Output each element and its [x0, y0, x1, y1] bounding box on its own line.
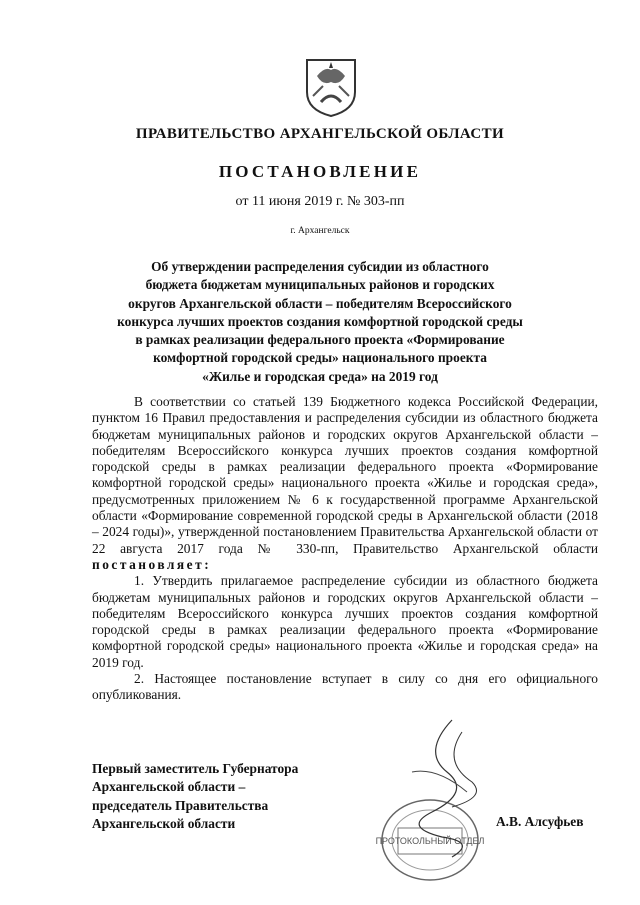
svg-text:ПРОТОКОЛЬНЫЙ ОТДЕЛ: ПРОТОКОЛЬНЫЙ ОТДЕЛ — [375, 836, 485, 846]
organization-name: ПРАВИТЕЛЬСТВО АРХАНГЕЛЬСКОЙ ОБЛАСТИ — [135, 126, 505, 142]
position-line: Архангельской области – — [92, 779, 246, 795]
position-line: председатель Правительства — [92, 797, 269, 813]
preamble-text: В соответствии со статьей 139 Бюджетного кодекса Российской Федерации, пунктом 16 Правил предоставления и распределения субсидии из областного бюджета бюджетам муниципальных районов и городских округов Архангельской области – победителям Всероссийского конкурса лучших проектов создания комфортной городской среды в рамках реализации федерального проекта «Формирование комфортной городской среды» национального проекта «Жилье и городская среда», предусмотренных приложением № 6 к государственной программе Архангельской области «Формирование современной городской среды в Архангельской области (2018 – 2024 годы)», утвержденной постановлением Правительства Архангельской области от 22 августа 2017 года № 330-пп, Правительство Архангельской области — [92, 394, 598, 556]
handwritten-signature — [392, 712, 492, 862]
position-line: Первый заместитель Губернатора — [92, 761, 299, 776]
item-paragraph: 2. Настоящее постановление вступает в силу со дня его официального опубликования. — [92, 671, 598, 703]
date-number: от 11 июня 2019 г. № 303-пп — [235, 194, 405, 209]
title-line: округов Архангельской области – победителям Всероссийского — [128, 295, 512, 311]
signatory-position — [92, 760, 298, 833]
title-line: комфортной городской среды» национального проекта — [153, 350, 487, 366]
decree-word: постановляет — [92, 556, 205, 572]
city-name: г. Архангельск — [290, 226, 350, 236]
document-type: ПОСТАНОВЛЕНИЕ — [218, 162, 422, 181]
preamble-paragraph: В соответствии со статьей 139 Бюджетного кодекса Российской Федерации, пунктом 16 Правил предоставления и распределения субсидии из областного бюджета бюджетам муниципальных районов и городских округов Архангельской области – победителям Всероссийского конкурса лучших проектов создания комфортной городской среды в рамках реализации федерального проекта «Формирование комфортной городской среды» национального проекта «Жилье и городская среда», предусмотренных приложением № 6 к государственной программе Архангельской области «Формирование современной городской среды в Архангельской области (2018 – 2024 годы)», утвержденной постановлением Правительства Архангельской области от 22 августа 2017 года № 330-пп, Правительство Архангельской области постановляет: — [92, 394, 598, 572]
title-line: в рамках реализации федерального проекта «Формирование — [135, 332, 505, 348]
document-body — [92, 394, 598, 704]
coat-of-arms-icon — [303, 56, 359, 118]
title-line: конкурса лучших проектов создания комфортной городской среды — [117, 313, 523, 329]
item-paragraph: 1. Утвердить прилагаемое распределение субсидии из областного бюджета бюджетам муниципальных районов и городских округов Архангельской области – победителям Всероссийского конкурса лучших проектов создания комфортной городской среды в рамках реализации федерального проекта «Формирование комфортной городской среды» национального проекта «Жилье и городская среда» на 2019 год. — [92, 573, 598, 670]
signatory-name: А.В. Алсуфьев — [496, 814, 584, 829]
title-line: Об утверждении распределения субсидии из областного — [151, 259, 489, 274]
title-line: бюджета бюджетам муниципальных районов и городских — [145, 277, 495, 293]
document-title — [92, 258, 548, 386]
title-line: «Жилье и городская среда» на 2019 год — [202, 368, 438, 384]
position-line: Архангельской области — [92, 815, 236, 831]
